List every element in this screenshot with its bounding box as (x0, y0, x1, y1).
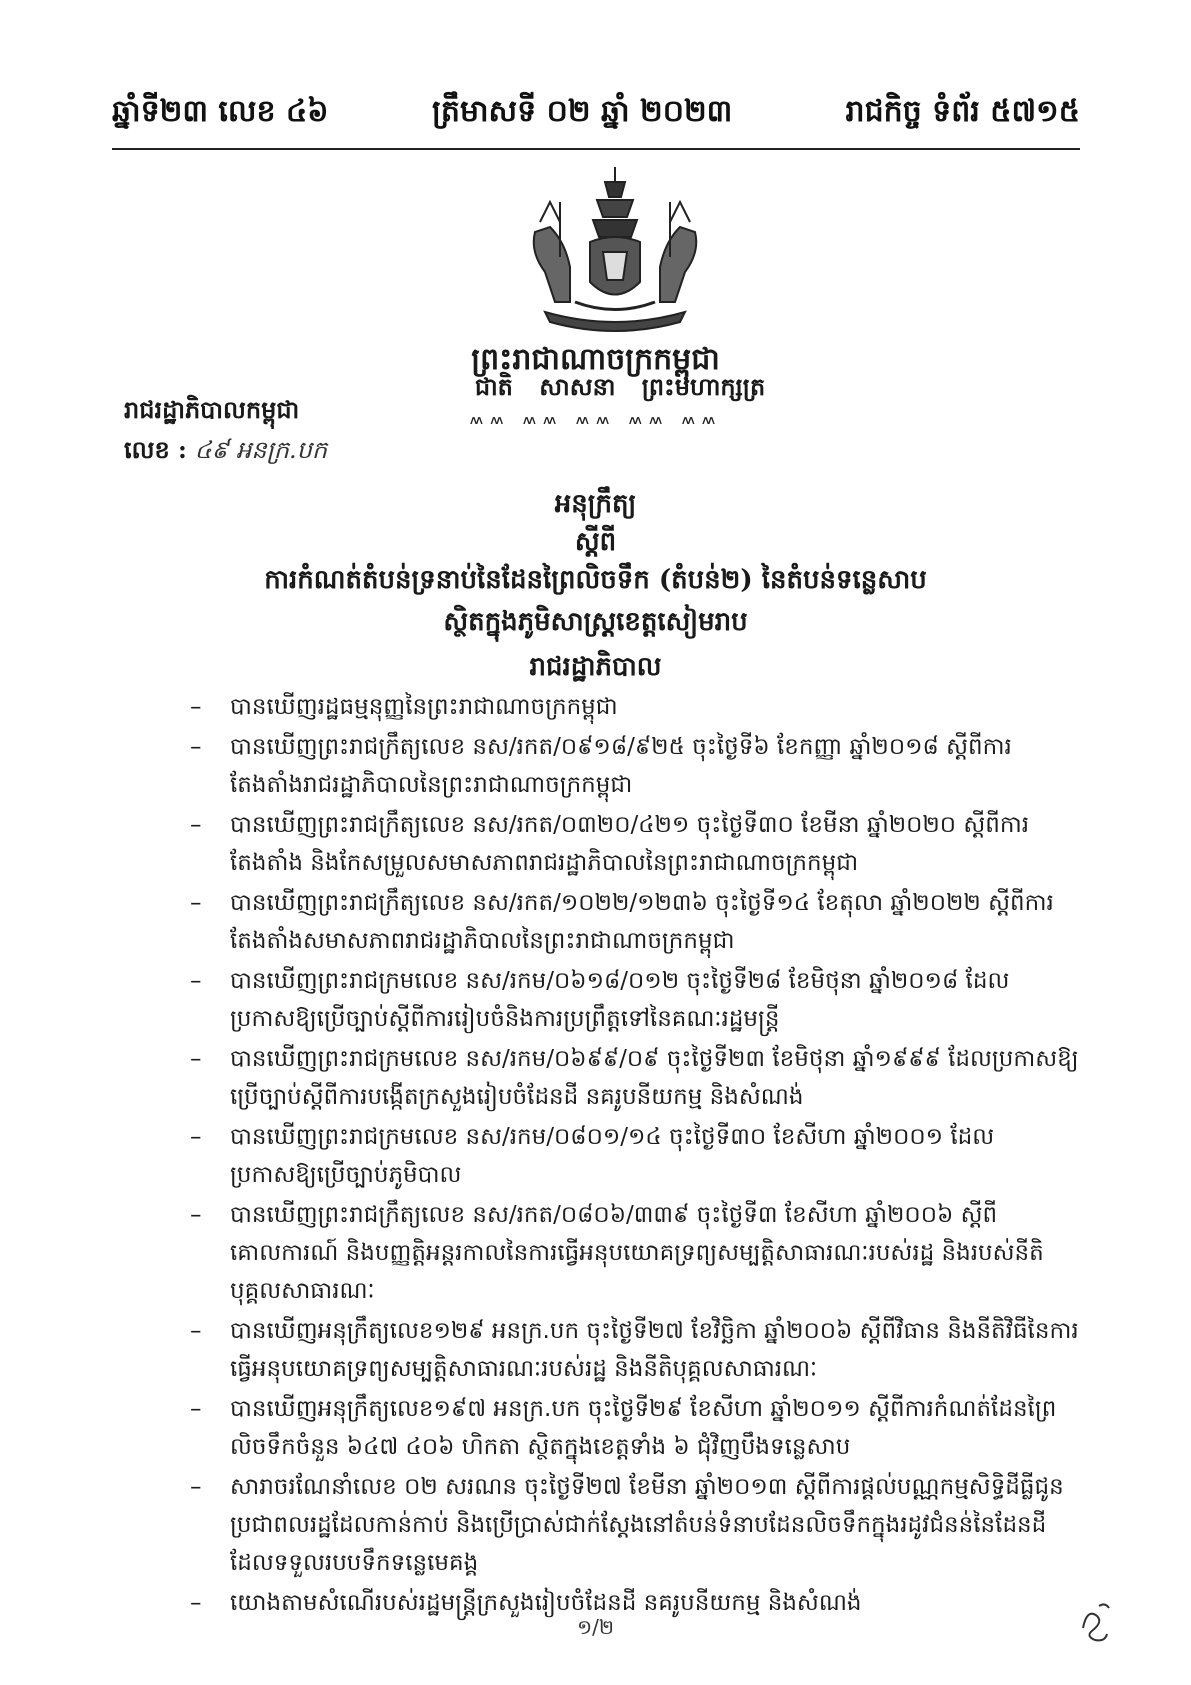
considerations-list (190, 688, 1080, 1624)
list-item: – បានឃើញរដ្ឋធម្មនុញ្ញនៃព្រះរាជាណាចក្រកម្ពុជា (190, 694, 618, 720)
reference-number (124, 435, 327, 470)
list-item: – យោងតាមសំណើរបស់រដ្ឋមន្ត្រីក្រសួងរៀបចំដែនដី នគរូបនីយកម្ម និងសំណង់ (190, 1590, 862, 1616)
kingdom-name: ព្រះរាជាណាចក្រកម្ពុជា (471, 342, 720, 377)
ornament-divider: ៳៳ ៳៳ ៳៳ ៳៳ ៳៳ (469, 405, 722, 429)
list-item: – បានឃើញព្រះរាជក្រឹត្យលេខ នស/រកត/០៨០៦/៣៣៩ ចុះថ្ងៃទី៣ ខែសីហា ឆ្នាំ២០០៦ ស្តីពីគោលការណ៍ និងបញ្ញត្តិអន្តរកាលនៃការធ្វើអនុបយោគទ្រព្យសម្បត្តិសាធារណៈរបស់រដ្ឋ និងរបស់នីតិបុគ្គលសាធារណៈ (190, 1202, 1044, 1304)
gazette-year-issue: ឆ្នាំទី២៣ លេខ ៤៦ (112, 94, 329, 129)
list-item: – បានឃើញអនុក្រឹត្យលេខ១២៩ អនក្រ.បក ចុះថ្ងៃទី២៧ ខែវិច្ឆិកា ឆ្នាំ២០០៦ ស្តីពីវិធាន និងនីតិវិធីនៃការធ្វើអនុបយោគទ្រព្យសម្បត្តិសាធារណៈរបស់រដ្ឋ និងនីតិបុគ្គលសាធារណៈ (190, 1318, 1079, 1382)
list-item: – បានឃើញព្រះរាជក្រមលេខ នស/រកម/០៦៩៩/០៩ ចុះថ្ងៃទី២៣ ខែមិថុនា ឆ្នាំ១៩៩៩ ដែលប្រកាសឱ្យប្រើច្បាប់ស្តីពីការបង្កើតក្រសួងរៀបចំដែនដី នគរូបនីយកម្ម និងសំណង់ (190, 1046, 1079, 1110)
list-item: – បានឃើញព្រះរាជក្រឹត្យលេខ នស/រកត/០៣២០/៤២១ ចុះថ្ងៃទី៣០ ខែមីនា ឆ្នាំ២០២០ ស្តីពីការតែងតាំង និងកែសម្រួលសមាសភាពរាជរដ្ឋាភិបាលនៃព្រះរាជាណាចក្រកម្ពុជា (190, 812, 1030, 876)
gazette-page-number: រាជកិច្ច ទំព័រ ៥៧១៥ (845, 94, 1080, 129)
reference-number-label: លេខ : (124, 435, 187, 464)
document-about: ស្តីពី (574, 527, 617, 557)
document-title-line1: ការកំណត់តំបន់ទ្រនាប់នៃដែនព្រៃលិចទឹក (តំបន់២) នៃតំបន់ទន្លេសាប (264, 565, 927, 595)
royal-emblem-icon (515, 162, 715, 337)
document-type: អនុក្រឹត្យ (554, 489, 637, 519)
list-item: – បានឃើញអនុក្រឹត្យលេខ១៩៧ អនក្រ.បក ចុះថ្ងៃទី២៩ ខែសីហា ឆ្នាំ២០១១ ស្តីពីការកំណត់ដែនព្រៃលិចទឹកចំនួន ៦៤៧ ៤០៦ ហិកតា ស្ថិតក្នុងខេត្តទាំង ៦ ជុំវិញបឹងទន្លេសាប (190, 1396, 1057, 1460)
list-item: – បានឃើញព្រះរាជក្រឹត្យលេខ នស/រកត/០៩១៨/៩២៥ ចុះថ្ងៃទី៦ ខែកញ្ញា ឆ្នាំ២០១៨ ស្តីពីការតែងតាំងរាជរដ្ឋាភិបាលនៃព្រះរាជាណាចក្រកម្ពុជា (190, 734, 1012, 798)
handwritten-initial-icon (1075, 1598, 1115, 1648)
list-item: – បានឃើញព្រះរាជក្រមលេខ នស/រកម/០៦១៨/០១២ ចុះថ្ងៃទី២៨ ខែមិថុនា ឆ្នាំ២០១៨ ដែលប្រកាសឱ្យប្រើច្បាប់ស្តីពីការរៀបចំនិងការប្រព្រឹត្តទៅនៃគណៈរដ្ឋមន្ត្រី (190, 968, 1010, 1032)
footer-page-number: ១/២ (576, 1615, 614, 1639)
list-item: – សារាចរណែនាំលេខ ០២ សរណន ចុះថ្ងៃទី២៧ ខែមីនា ឆ្នាំ២០១៣ ស្តីពីការផ្តល់បណ្ណកម្មសិទ្ធិដីធ្លីជូនប្រជាពលរដ្ឋដែលកាន់កាប់ និងប្រើប្រាស់ជាក់ស្តែងនៅតំបន់ទំនាបដែនលិចទឹកក្នុងរដូវជំនន់នៃដែនដីដែលទទួលរបបទឹកទន្លេមេគង្គ (190, 1474, 1064, 1576)
gazette-header (112, 92, 1080, 148)
list-item: – បានឃើញព្រះរាជក្រមលេខ នស/រកម/០៨០១/១៤ ចុះថ្ងៃទី៣០ ខែសីហា ឆ្នាំ២០០១ ដែលប្រកាសឱ្យប្រើច្បាប់ភូមិបាល (190, 1124, 995, 1188)
government-label: រាជរដ្ឋាភិបាលកម្ពុជា (124, 395, 300, 424)
header-divider (112, 148, 1080, 150)
gazette-date: ត្រឹមាសទី ០២ ឆ្នាំ ២០២៣ (432, 94, 733, 129)
reference-number-value: ៤៩ អនក្រ.បក (194, 436, 328, 464)
document-title-line2: ស្ថិតក្នុងភូមិសាស្ត្រខេត្តសៀមរាប (443, 607, 748, 637)
list-item: – បានឃើញព្រះរាជក្រឹត្យលេខ នស/រកត/១០២២/១២៣៦ ចុះថ្ងៃទី១៤ ខែតុលា ឆ្នាំ២០២២ ស្តីពីការតែងតាំងសមាសភាពរាជរដ្ឋាភិបាលនៃព្រះរាជាណាចក្រកម្ពុជា (190, 890, 1054, 954)
document-issuer: រាជរដ្ឋាភិបាល (529, 652, 662, 682)
national-motto: ជាតិ សាសនា ព្រះមហាក្សត្រ (474, 372, 766, 401)
